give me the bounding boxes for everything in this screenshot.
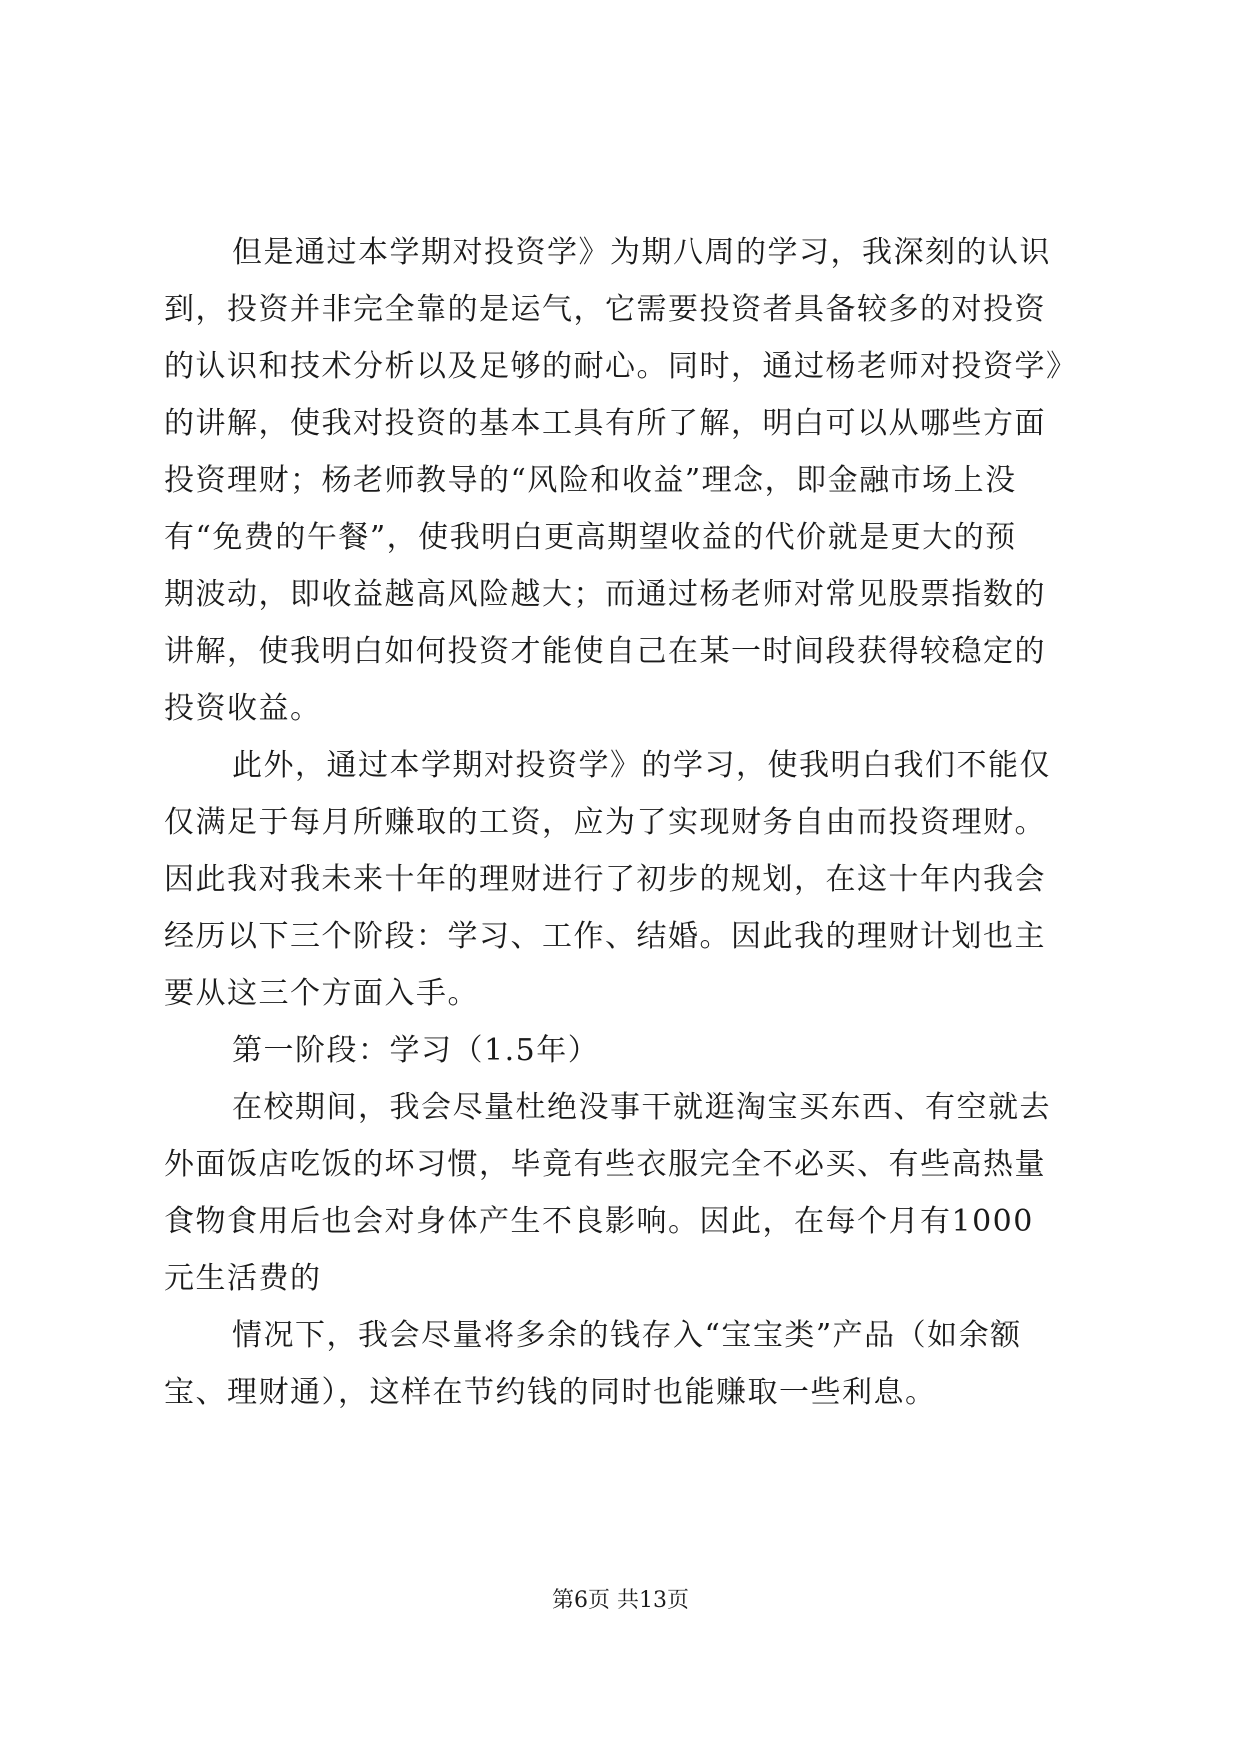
paragraph-2-line-4: 经历以下三个阶段：学习、工作、结婚。因此我的理财计划也主 <box>164 919 1046 954</box>
paragraph-1-line-5: 投资理财；杨老师教导的“风险和收益”理念，即金融市场上没 <box>164 463 1017 498</box>
paragraph-3-line-2: 外面饭店吃饭的坏习惯，毕竟有些衣服完全不必买、有些高热量 <box>164 1147 1046 1182</box>
paragraph-1-line-7: 期波动，即收益越高风险越大；而通过杨老师对常见股票指数的 <box>164 577 1046 612</box>
paragraph-1-line-2: 到，投资并非完全靠的是运气，它需要投资者具备较多的对投资 <box>164 292 1046 327</box>
paragraph-1-line-6: 有“免费的午餐”，使我明白更高期望收益的代价就是更大的预 <box>164 520 1017 555</box>
paragraph-2-line-1: 此外，通过本学期对投资学》的学习，使我明白我们不能仅 <box>232 748 1051 783</box>
paragraph-2-line-3: 因此我对我未来十年的理财进行了初步的规划，在这十年内我会 <box>164 862 1046 897</box>
paragraph-4-line-2: 宝、理财通），这样在节约钱的同时也能赚取一些利息。 <box>164 1375 937 1410</box>
paragraph-2-line-2: 仅满足于每月所赚取的工资，应为了实现财务自由而投资理财。 <box>164 805 1046 840</box>
paragraph-3-line-1: 在校期间，我会尽量杜绝没事干就逛淘宝买东西、有空就去 <box>232 1090 1051 1125</box>
paragraph-1-line-8: 讲解，使我明白如何投资才能使自己在某一时间段获得较稳定的 <box>164 634 1046 669</box>
section-heading-stage-1: 第一阶段：学习（1.5年） <box>232 1033 600 1068</box>
paragraph-3-line-4: 元生活费的 <box>164 1261 322 1296</box>
paragraph-4-line-1: 情况下，我会尽量将多余的钱存入“宝宝类”产品（如余额 <box>232 1318 1022 1353</box>
paragraph-1-line-4: 的讲解，使我对投资的基本工具有所了解，明白可以从哪些方面 <box>164 406 1046 441</box>
page-number-footer: 第6页 共13页 <box>552 1588 689 1613</box>
paragraph-2-line-5: 要从这三个方面入手。 <box>164 976 479 1011</box>
paragraph-1-line-1: 但是通过本学期对投资学》为期八周的学习，我深刻的认识 <box>232 235 1051 270</box>
paragraph-3-line-3: 食物食用后也会对身体产生不良影响。因此，在每个月有1000 <box>164 1204 1034 1239</box>
paragraph-1-line-9: 投资收益。 <box>164 691 322 726</box>
paragraph-1-line-3: 的认识和技术分析以及足够的耐心。同时，通过杨老师对投资学》 <box>164 349 1078 384</box>
